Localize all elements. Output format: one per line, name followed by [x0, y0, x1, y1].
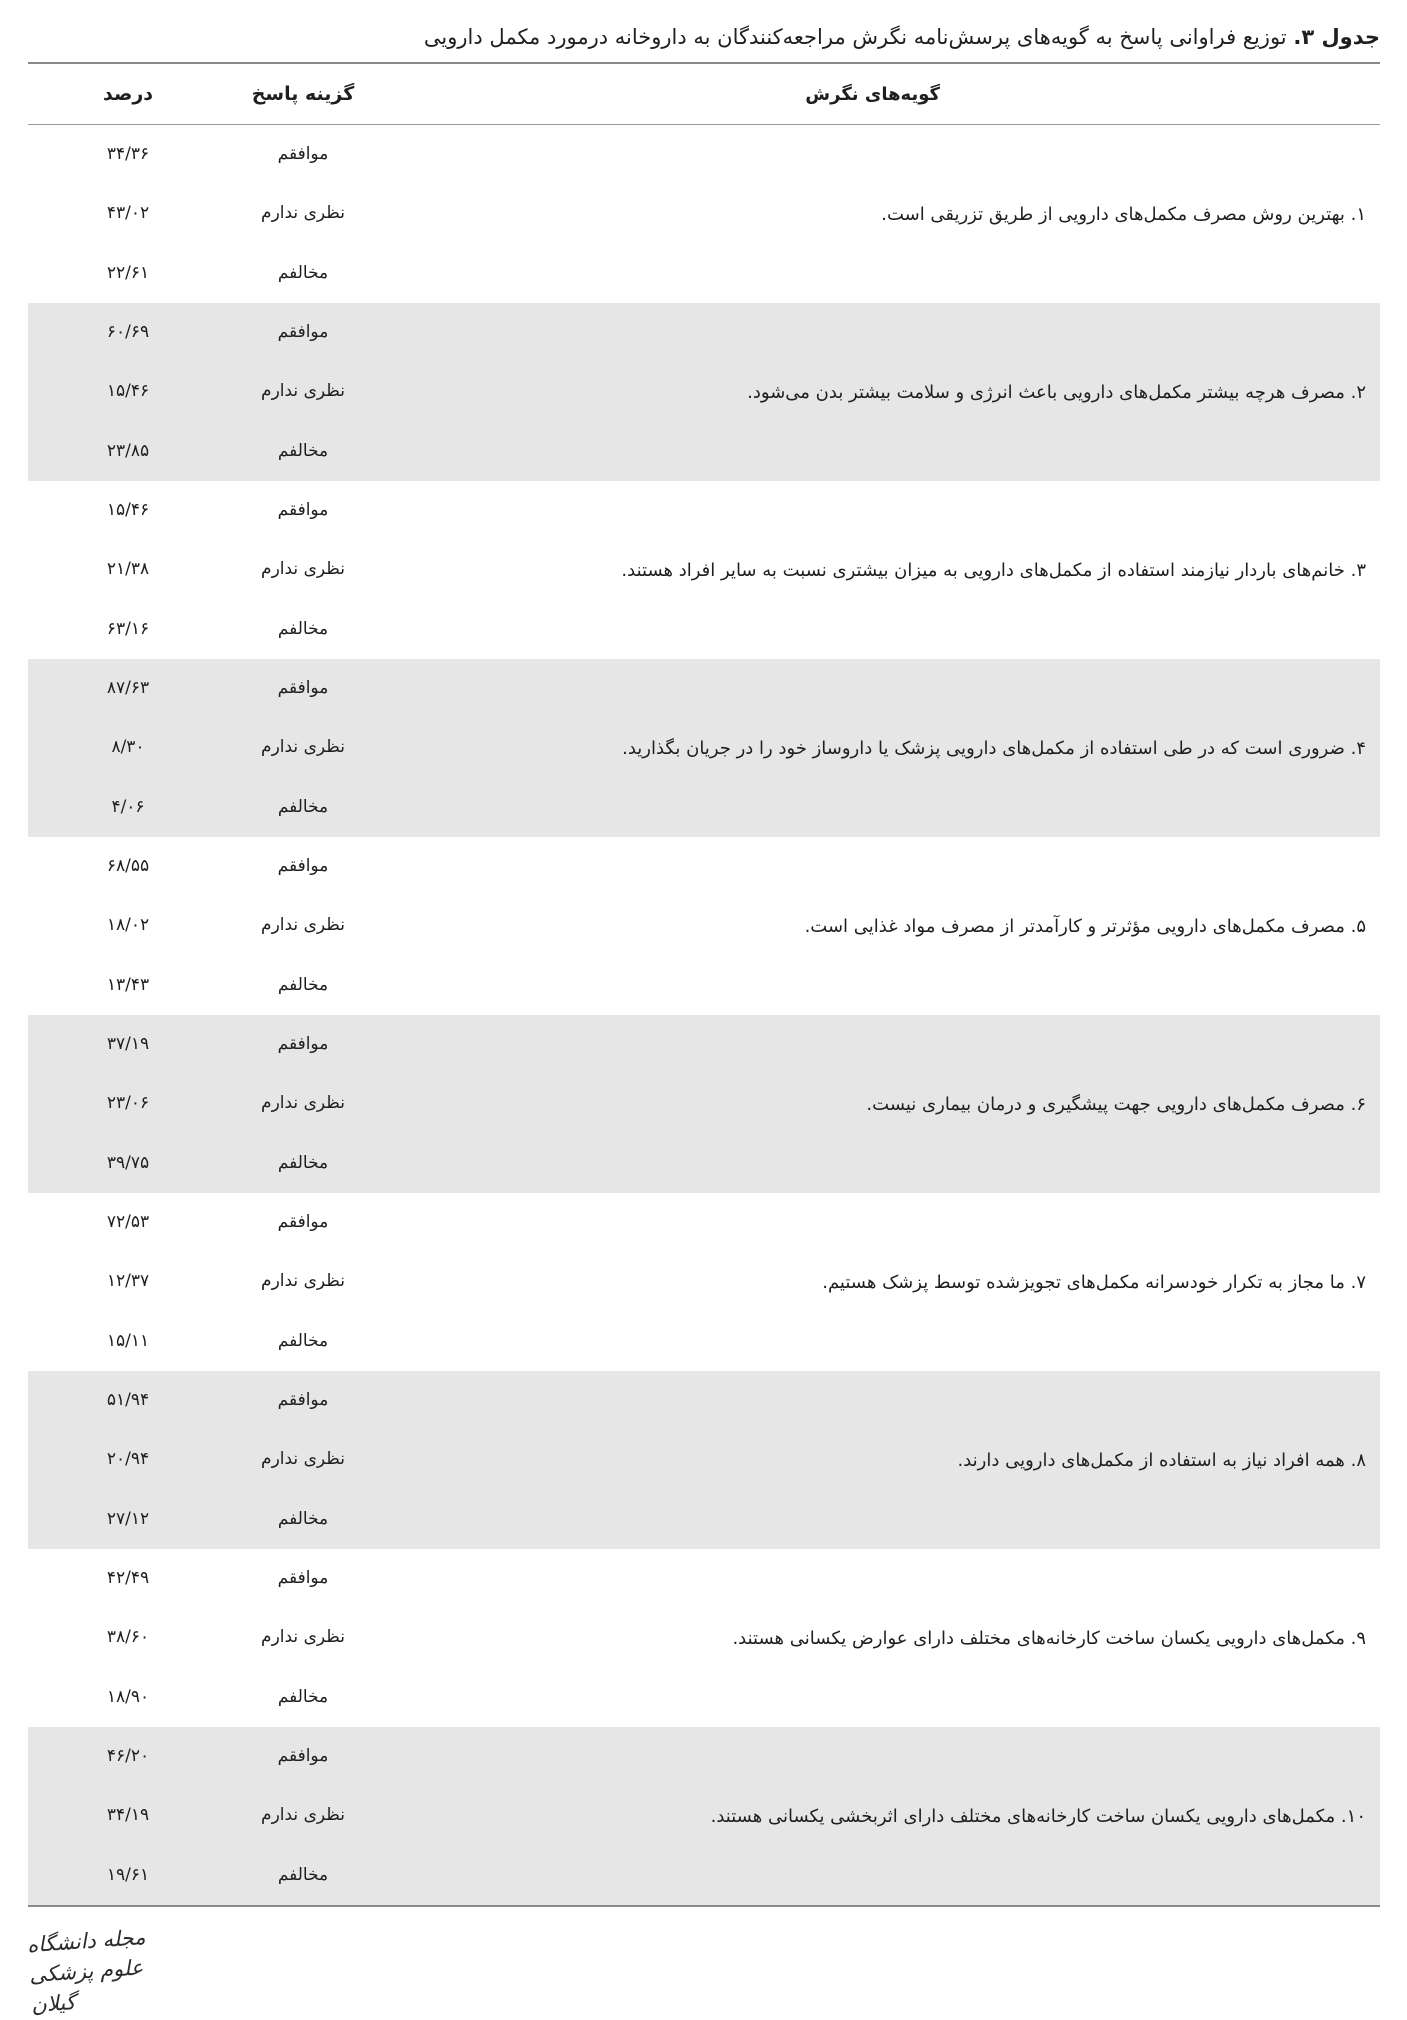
journal-logo-text: مجله دانشگاه علوم پزشکی گیلان [26, 1925, 147, 2018]
header-statement: گویه‌های نگرش [805, 83, 940, 105]
header-percent: درصد [102, 83, 154, 105]
option-column [228, 481, 378, 659]
option-cell: نظری ندارم [261, 559, 345, 580]
option-column [228, 303, 378, 481]
percent-cell: ۷۲/۵۳ [106, 1212, 150, 1232]
statement-text: ۴. ضروری است که در طی استفاده از مکمل‌های دارویی پزشک یا داروساز خود را در جریان بگذارید. [622, 737, 1366, 759]
statement-text: ۹. مکمل‌های دارویی یکسان ساخت کارخانه‌های مختلف دارای عوارض یکسانی هستند. [732, 1627, 1366, 1649]
table-row-group [28, 1549, 1380, 1727]
option-column [228, 1193, 378, 1371]
percent-cell: ۵۱/۹۴ [106, 1390, 150, 1410]
statement-cell [378, 1549, 1380, 1727]
percent-cell: ۲۳/۸۵ [106, 440, 150, 461]
option-cell: موافقم [277, 322, 329, 342]
statement-text: ۲. مصرف هرچه بیشتر مکمل‌های دارویی باعث انرژی و سلامت بیشتر بدن می‌شود. [747, 381, 1366, 403]
journal-logo [26, 1920, 180, 2018]
percent-cell: ۱۳/۴۳ [106, 974, 150, 995]
statement-cell [378, 659, 1380, 837]
table-row-group [28, 125, 1380, 303]
option-cell: مخالفم [277, 618, 329, 639]
percent-cell: ۴۲/۴۹ [106, 1568, 150, 1588]
statement-cell [378, 125, 1380, 303]
statement-text: ۳. خانم‌های باردار نیازمند استفاده از مکمل‌های دارویی به میزان بیشتری نسبت به سایر افراد هستند. [621, 559, 1366, 581]
attitude-table [28, 62, 1380, 1907]
percent-cell: ۳۷/۱۹ [106, 1034, 150, 1054]
percent-cell: ۴/۰۶ [111, 796, 145, 817]
option-column [228, 1549, 378, 1727]
statement-text: ۱. بهترین روش مصرف مکمل‌های دارویی از طریق تزریقی است. [881, 203, 1366, 225]
table-row-group [28, 303, 1380, 481]
statement-cell [378, 1015, 1380, 1193]
statement-cell [378, 837, 1380, 1015]
percent-cell: ۶۸/۵۵ [106, 856, 150, 876]
option-cell: مخالفم [277, 1152, 329, 1173]
percent-cell: ۲۲/۶۱ [106, 262, 150, 283]
percent-cell: ۱۹/۶۱ [106, 1864, 150, 1885]
percent-column [28, 303, 228, 481]
percent-column [28, 837, 228, 1015]
option-cell: مخالفم [277, 440, 329, 461]
percent-cell: ۳۴/۳۶ [106, 144, 150, 164]
percent-column [28, 1193, 228, 1371]
option-cell: مخالفم [277, 974, 329, 995]
option-cell: مخالفم [277, 1508, 329, 1529]
percent-cell: ۲۱/۳۸ [106, 559, 150, 580]
option-column [228, 1727, 378, 1905]
header-option: گزینه پاسخ [251, 83, 355, 105]
page [28, 22, 1380, 1907]
statement-cell [378, 481, 1380, 659]
percent-column [28, 481, 228, 659]
option-cell: موافقم [277, 678, 329, 698]
option-cell: موافقم [277, 144, 329, 164]
percent-column [28, 659, 228, 837]
percent-cell: ۳۴/۱۹ [106, 1805, 150, 1826]
option-cell: نظری ندارم [261, 1271, 345, 1292]
option-cell: نظری ندارم [261, 1449, 345, 1470]
option-cell: مخالفم [277, 1864, 329, 1885]
table-row-group [28, 1015, 1380, 1193]
statement-text: ۶. مصرف مکمل‌های دارویی جهت پیشگیری و درمان بیماری نیست. [866, 1093, 1366, 1115]
option-cell: مخالفم [277, 1330, 329, 1351]
option-cell: مخالفم [277, 1686, 329, 1707]
statement-text: ۷. ما مجاز به تکرار خودسرانه مکمل‌های تجویزشده توسط پزشک هستیم. [822, 1271, 1366, 1293]
percent-cell: ۸۷/۶۳ [106, 678, 150, 698]
table-caption [28, 22, 1380, 62]
table-header [28, 64, 1380, 125]
percent-cell: ۳۹/۷۵ [106, 1152, 150, 1173]
option-cell: مخالفم [277, 796, 329, 817]
percent-cell: ۴۶/۲۰ [106, 1746, 150, 1766]
caption-label: جدول ۳. [1293, 25, 1380, 49]
option-cell: مخالفم [277, 262, 329, 283]
option-column [228, 837, 378, 1015]
percent-cell: ۴۳/۰۲ [106, 203, 150, 224]
option-column [228, 125, 378, 303]
option-column [228, 1015, 378, 1193]
table-row-group [28, 1727, 1380, 1905]
statement-text: ۸. همه افراد نیاز به استفاده از مکمل‌های دارویی دارند. [957, 1449, 1366, 1471]
percent-column [28, 1015, 228, 1193]
statement-text: ۱۰. مکمل‌های دارویی یکسان ساخت کارخانه‌های مختلف دارای اثربخشی یکسانی هستند. [710, 1805, 1366, 1827]
option-column [228, 1371, 378, 1549]
percent-cell: ۱۵/۱۱ [106, 1330, 150, 1351]
option-cell: نظری ندارم [261, 203, 345, 224]
percent-cell: ۲۳/۰۶ [106, 1093, 150, 1114]
percent-cell: ۱۵/۴۶ [106, 500, 150, 520]
statement-cell [378, 303, 1380, 481]
table-row-group [28, 1371, 1380, 1549]
option-cell: نظری ندارم [261, 1627, 345, 1648]
percent-column [28, 1371, 228, 1549]
statement-cell [378, 1371, 1380, 1549]
option-cell: نظری ندارم [261, 1093, 345, 1114]
percent-cell: ۱۸/۹۰ [106, 1686, 150, 1707]
percent-cell: ۳۸/۶۰ [106, 1627, 150, 1648]
option-cell: نظری ندارم [261, 381, 345, 402]
percent-cell: ۱۲/۳۷ [106, 1271, 150, 1292]
percent-cell: ۶۳/۱۶ [106, 618, 150, 639]
percent-cell: ۲۷/۱۲ [106, 1508, 150, 1529]
option-cell: موافقم [277, 1568, 329, 1588]
percent-cell: ۱۸/۰۲ [106, 915, 150, 936]
table-row-group [28, 481, 1380, 659]
option-cell: نظری ندارم [261, 1805, 345, 1826]
table-row-group [28, 659, 1380, 837]
percent-column [28, 1727, 228, 1905]
table-row-group [28, 1193, 1380, 1371]
statement-cell [378, 1727, 1380, 1905]
percent-cell: ۸/۳۰ [111, 737, 145, 758]
percent-cell: ۲۰/۹۴ [106, 1449, 150, 1470]
caption-text: توزیع فراوانی پاسخ به گویه‌های پرسش‌نامه نگرش مراجعه‌کنندگان به داروخانه درمورد مکمل دارویی [423, 25, 1287, 49]
option-cell: موافقم [277, 1212, 329, 1232]
option-cell: موافقم [277, 856, 329, 876]
percent-cell: ۶۰/۶۹ [106, 322, 150, 342]
table-body [28, 125, 1380, 1905]
percent-column [28, 1549, 228, 1727]
percent-column [28, 125, 228, 303]
statement-text: ۵. مصرف مکمل‌های دارویی مؤثرتر و کارآمدتر از مصرف مواد غذایی است. [804, 915, 1366, 937]
option-cell: موافقم [277, 1746, 329, 1766]
percent-cell: ۱۵/۴۶ [106, 381, 150, 402]
option-column [228, 659, 378, 837]
option-cell: نظری ندارم [261, 737, 345, 758]
option-cell: موافقم [277, 500, 329, 520]
statement-cell [378, 1193, 1380, 1371]
option-cell: موافقم [277, 1034, 329, 1054]
option-cell: نظری ندارم [261, 915, 345, 936]
table-row-group [28, 837, 1380, 1015]
option-cell: موافقم [277, 1390, 329, 1410]
